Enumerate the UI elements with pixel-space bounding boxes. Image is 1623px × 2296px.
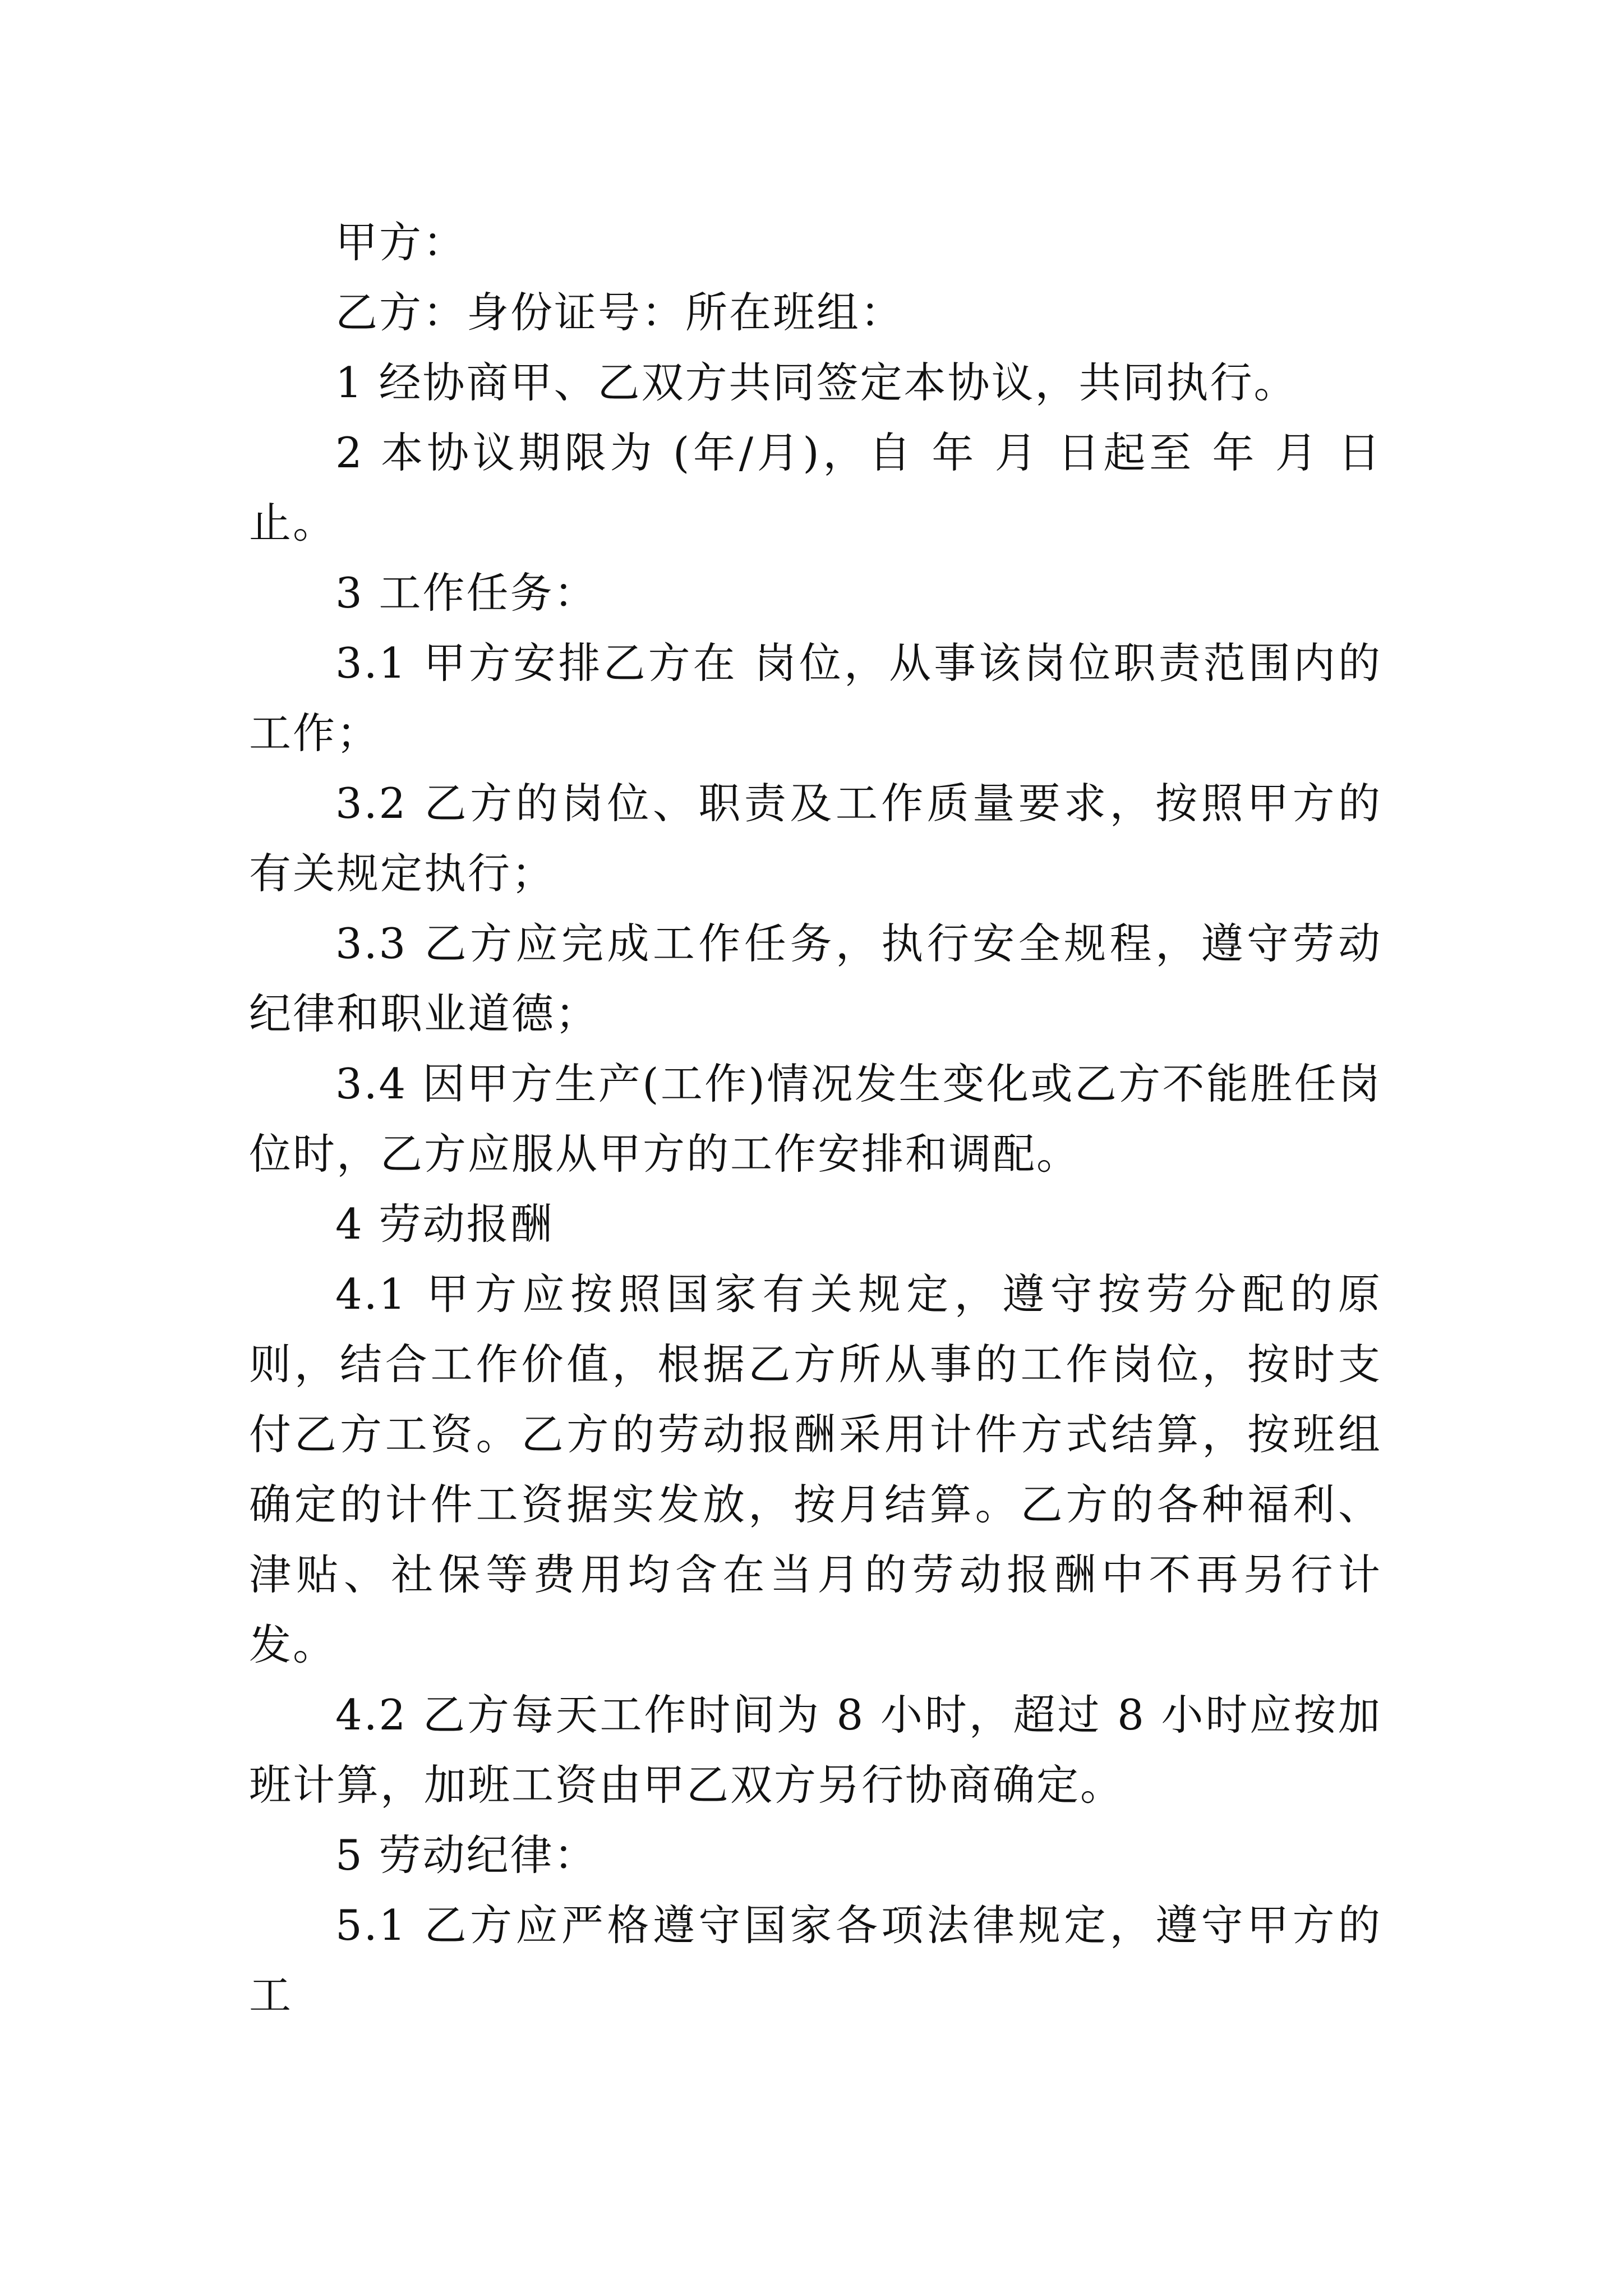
clause-4-1: 4.1 甲方应按照国家有关规定，遵守按劳分配的原则，结合工作价值，根据乙方所从事的工作岗位，按时支付乙方工资。乙方的劳动报酬采用计件方式结算，按班组确定的计件工资据实发放，按月结算。乙方的各种福利、津贴、社保等费用均含在当月的劳动报酬中不再另行计发。 bbox=[249, 1269, 1382, 1669]
clause-3-1: 3.1 甲方安排乙方在 岗位，从事该岗位职责范围内的工作； bbox=[249, 638, 1382, 758]
party-b-line: 乙方：身份证号：所在班组： bbox=[335, 288, 905, 337]
clause-3-4: 3.4 因甲方生产(工作)情况发生变化或乙方不能胜任岗位时，乙方应服从甲方的工作安排和调配。 bbox=[249, 1059, 1382, 1179]
document-body bbox=[249, 208, 1382, 2031]
clause-5-heading: 5 劳动纪律： bbox=[335, 1830, 598, 1880]
clause-4-heading: 4 劳动报酬 bbox=[335, 1199, 554, 1249]
clause-4-2: 4.2 乙方每天工作时间为 8 小时，超过 8 小时应按加班计算，加班工资由甲乙双方另行协商确定。 bbox=[249, 1690, 1382, 1810]
clause-2: 2 本协议期限为 (年/月)，自 年 月 日起至 年 月 日止。 bbox=[249, 428, 1382, 547]
clause-3-3: 3.3 乙方应完成工作任务，执行安全规程，遵守劳动纪律和职业道德； bbox=[249, 919, 1382, 1038]
clause-1: 1 经协商甲、乙双方共同签定本协议，共同执行。 bbox=[335, 358, 1298, 407]
party-a-line: 甲方： bbox=[335, 218, 467, 267]
clause-3-heading: 3 工作任务： bbox=[335, 568, 598, 618]
clause-3-2: 3.2 乙方的岗位、职责及工作质量要求，按照甲方的有关规定执行； bbox=[249, 779, 1382, 898]
clause-5-1: 5.1 乙方应严格遵守国家各项法律规定，遵守甲方的工 bbox=[249, 1901, 1382, 2020]
